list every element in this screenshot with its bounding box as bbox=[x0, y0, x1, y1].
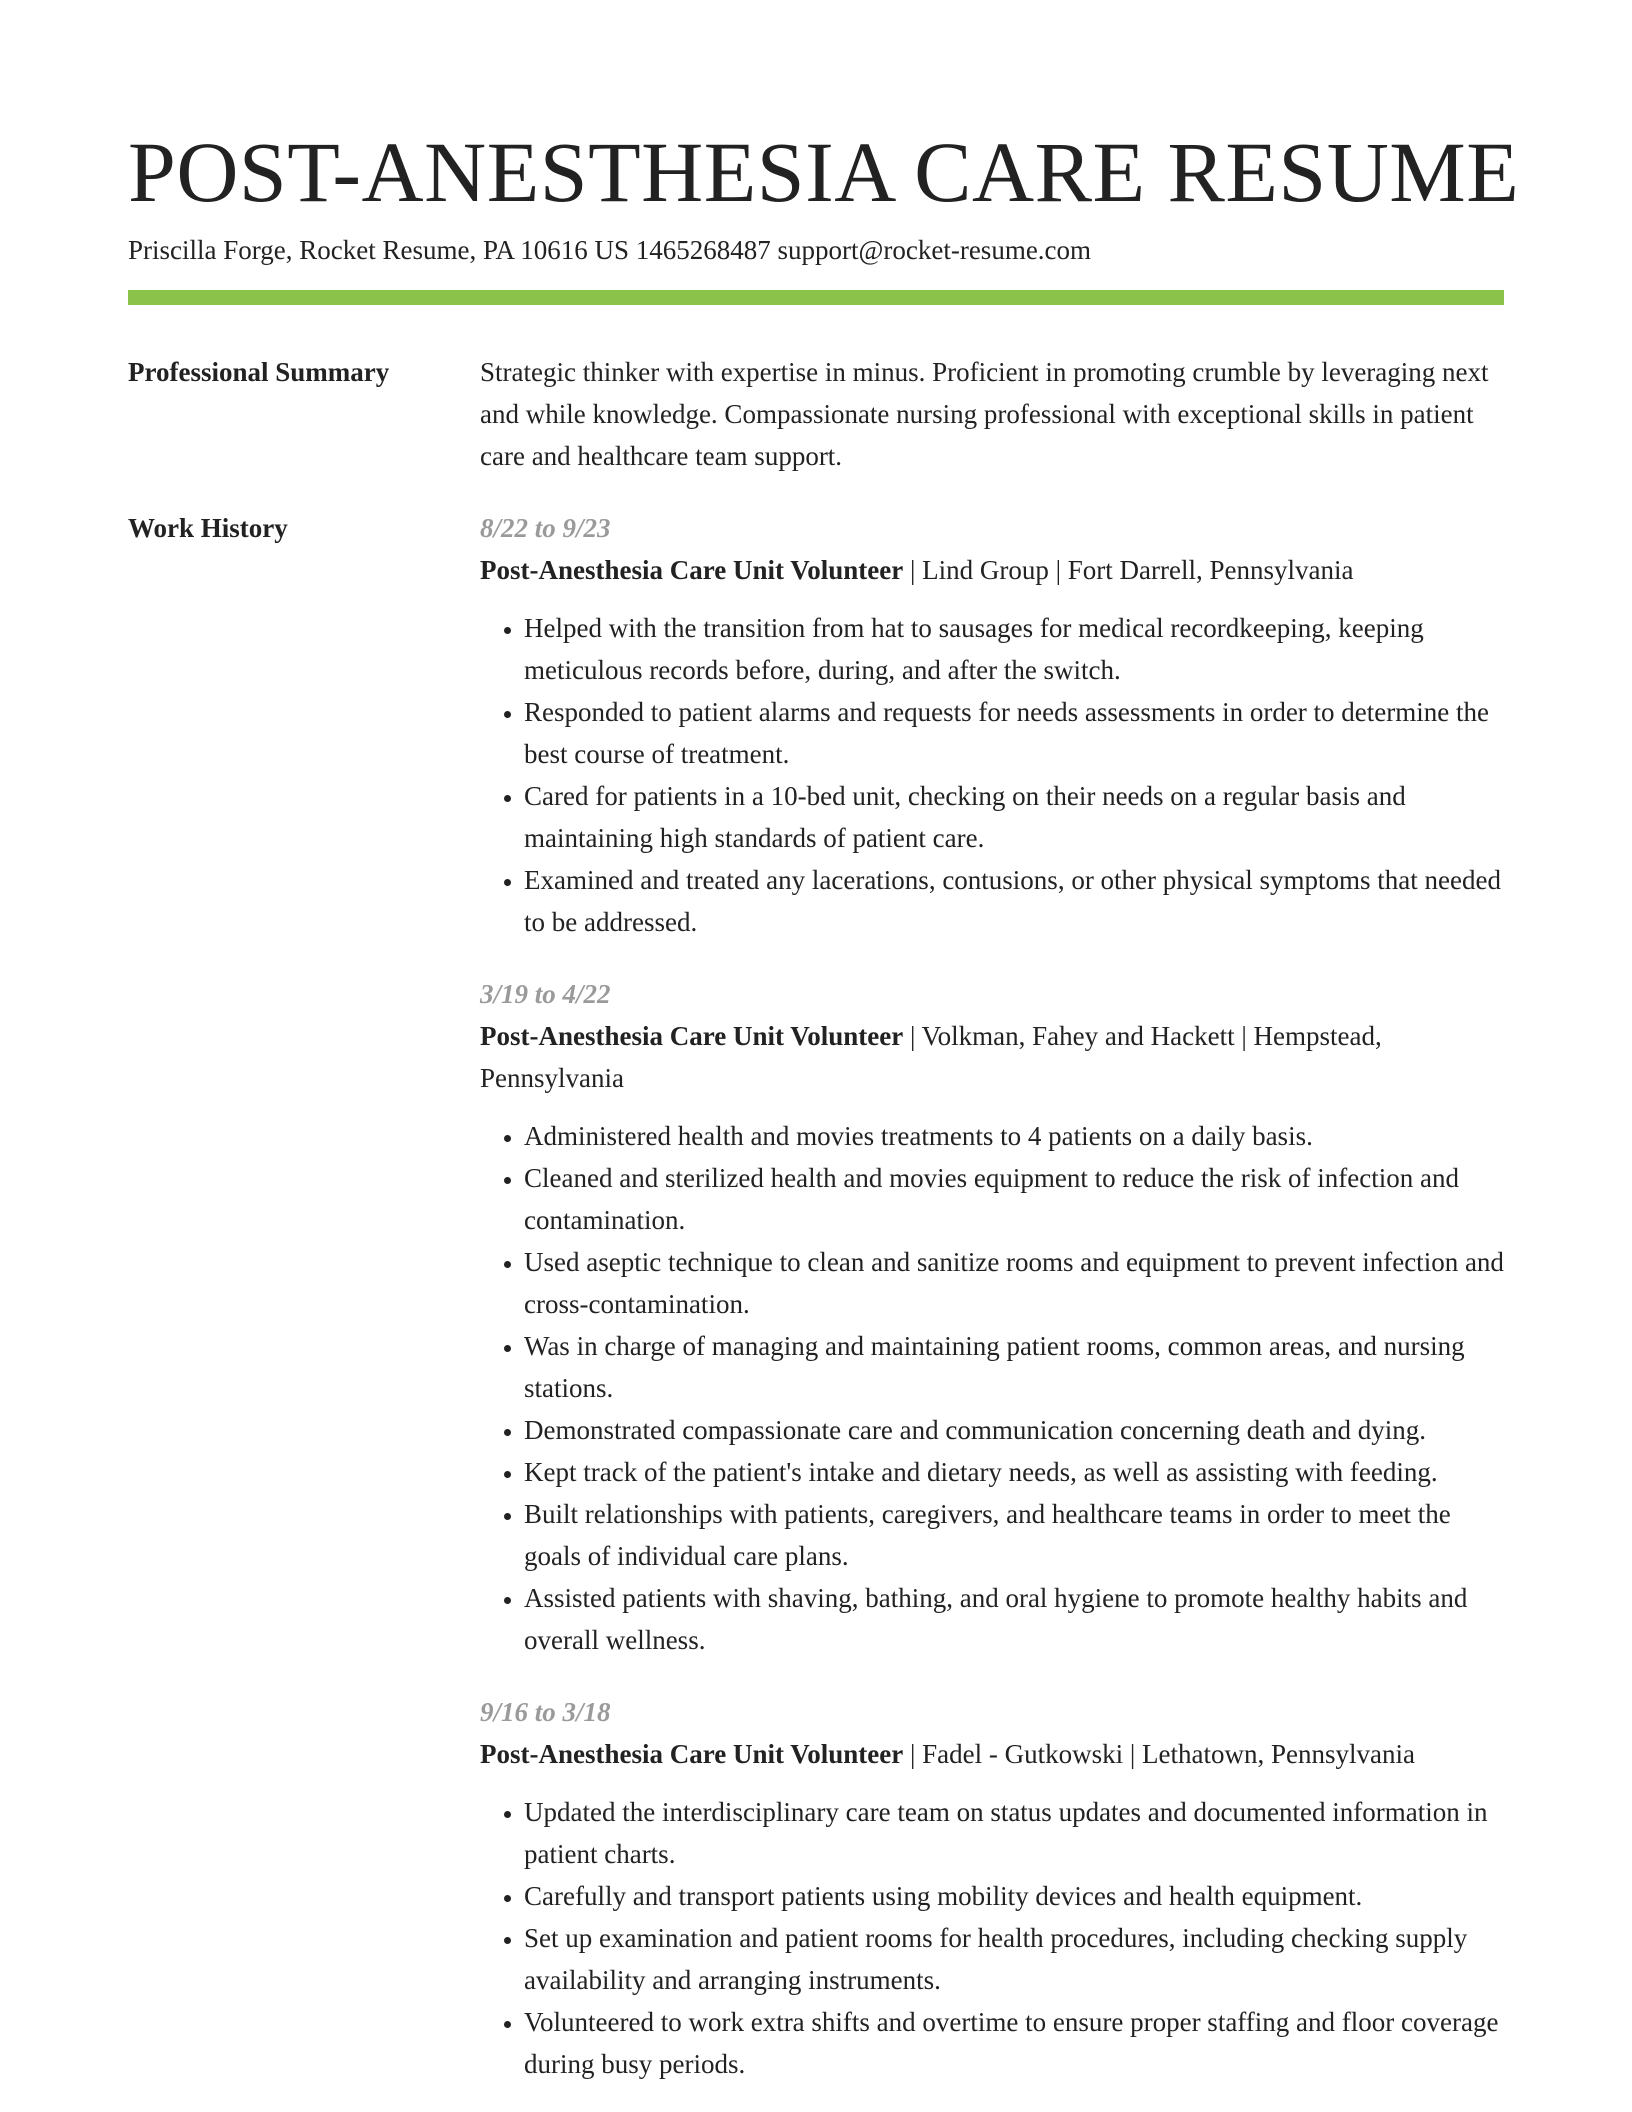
job-heading bbox=[480, 549, 1504, 591]
job-dates: 3/19 to 4/22 bbox=[480, 979, 611, 1009]
job-bullet: • Examined and treated any lacerations, contusions, or other physical symptoms that needed to be addressed. bbox=[524, 859, 1504, 943]
job-bullet: • Was in charge of managing and maintaining patient rooms, common areas, and nursing stations. bbox=[524, 1325, 1504, 1409]
job-heading bbox=[480, 1015, 1504, 1099]
resume-page bbox=[128, 0, 1520, 2085]
job-role: Post-Anesthesia Care Unit Volunteer bbox=[480, 555, 904, 585]
work-history-body bbox=[480, 507, 1504, 2085]
job-bullet: • Assisted patients with shaving, bathing, and oral hygiene to promote healthy habits and overall wellness. bbox=[524, 1577, 1504, 1661]
job-bullet: • Set up examination and patient rooms for health procedures, including checking supply availability and arranging instruments. bbox=[524, 1917, 1504, 2001]
job-heading bbox=[480, 1733, 1504, 1775]
job-dates: 9/16 to 3/18 bbox=[480, 1697, 611, 1727]
job-role: Post-Anesthesia Care Unit Volunteer bbox=[480, 1021, 904, 1051]
job-bullets bbox=[480, 607, 1504, 943]
job-entry bbox=[480, 1691, 1504, 2085]
job-bullets bbox=[480, 1791, 1504, 2085]
job-bullet: • Volunteered to work extra shifts and overtime to ensure proper staffing and floor coverage during busy periods. bbox=[524, 2001, 1504, 2085]
job-bullet: • Kept track of the patient's intake and dietary needs, as well as assisting with feeding. bbox=[524, 1451, 1504, 1493]
job-role: Post-Anesthesia Care Unit Volunteer bbox=[480, 1739, 904, 1769]
job-bullet: • Used aseptic technique to clean and sanitize rooms and equipment to prevent infection and cross-contamination. bbox=[524, 1241, 1504, 1325]
job-bullets bbox=[480, 1115, 1504, 1661]
summary-text: Strategic thinker with expertise in minus. Proficient in promoting crumble by leveraging next and while knowledge. Compassionate nursing professional with exceptional skills in patient care and healthcare team support. bbox=[480, 357, 1489, 471]
summary-body bbox=[480, 351, 1504, 477]
job-bullet: • Updated the interdisciplinary care team on status updates and documented information in patient charts. bbox=[524, 1791, 1504, 1875]
resume-title: POST-ANESTHESIA CARE RESUME bbox=[128, 124, 1520, 220]
job-bullet: • Responded to patient alarms and requests for needs assessments in order to determine the best course of treatment. bbox=[524, 691, 1504, 775]
work-history-section bbox=[128, 507, 1504, 2085]
job-bullet: • Helped with the transition from hat to sausages for medical recordkeeping, keeping meticulous records before, during, and after the switch. bbox=[524, 607, 1504, 691]
summary-label: Professional Summary bbox=[128, 357, 390, 387]
job-entry bbox=[480, 507, 1504, 943]
job-entry bbox=[480, 973, 1504, 1661]
work-history-label: Work History bbox=[128, 513, 288, 543]
job-bullet: • Carefully and transport patients using mobility devices and health equipment. bbox=[524, 1875, 1504, 1917]
job-bullet: • Built relationships with patients, caregivers, and healthcare teams in order to meet the goals of individual care plans. bbox=[524, 1493, 1504, 1577]
header-divider bbox=[128, 290, 1504, 305]
job-details: | Lind Group | Fort Darrell, Pennsylvania bbox=[903, 555, 1354, 585]
job-bullet: • Cared for patients in a 10-bed unit, checking on their needs on a regular basis and maintaining high standards of patient care. bbox=[524, 775, 1504, 859]
job-details: | Fadel - Gutkowski | Lethatown, Pennsylvania bbox=[903, 1739, 1415, 1769]
job-bullet: • Administered health and movies treatments to 4 patients on a daily basis. bbox=[524, 1115, 1504, 1157]
summary-section bbox=[128, 351, 1504, 477]
contact-line: Priscilla Forge, Rocket Resume, PA 10616 US 1465268487 support@rocket-resume.com bbox=[128, 235, 1092, 265]
job-dates: 8/22 to 9/23 bbox=[480, 513, 611, 543]
job-details: | Volkman, Fahey and Hackett | Hempstead, Pennsylvania bbox=[480, 1021, 1382, 1093]
job-bullet: • Cleaned and sterilized health and movies equipment to reduce the risk of infection and contamination. bbox=[524, 1157, 1504, 1241]
job-bullet: • Demonstrated compassionate care and communication concerning death and dying. bbox=[524, 1409, 1504, 1451]
